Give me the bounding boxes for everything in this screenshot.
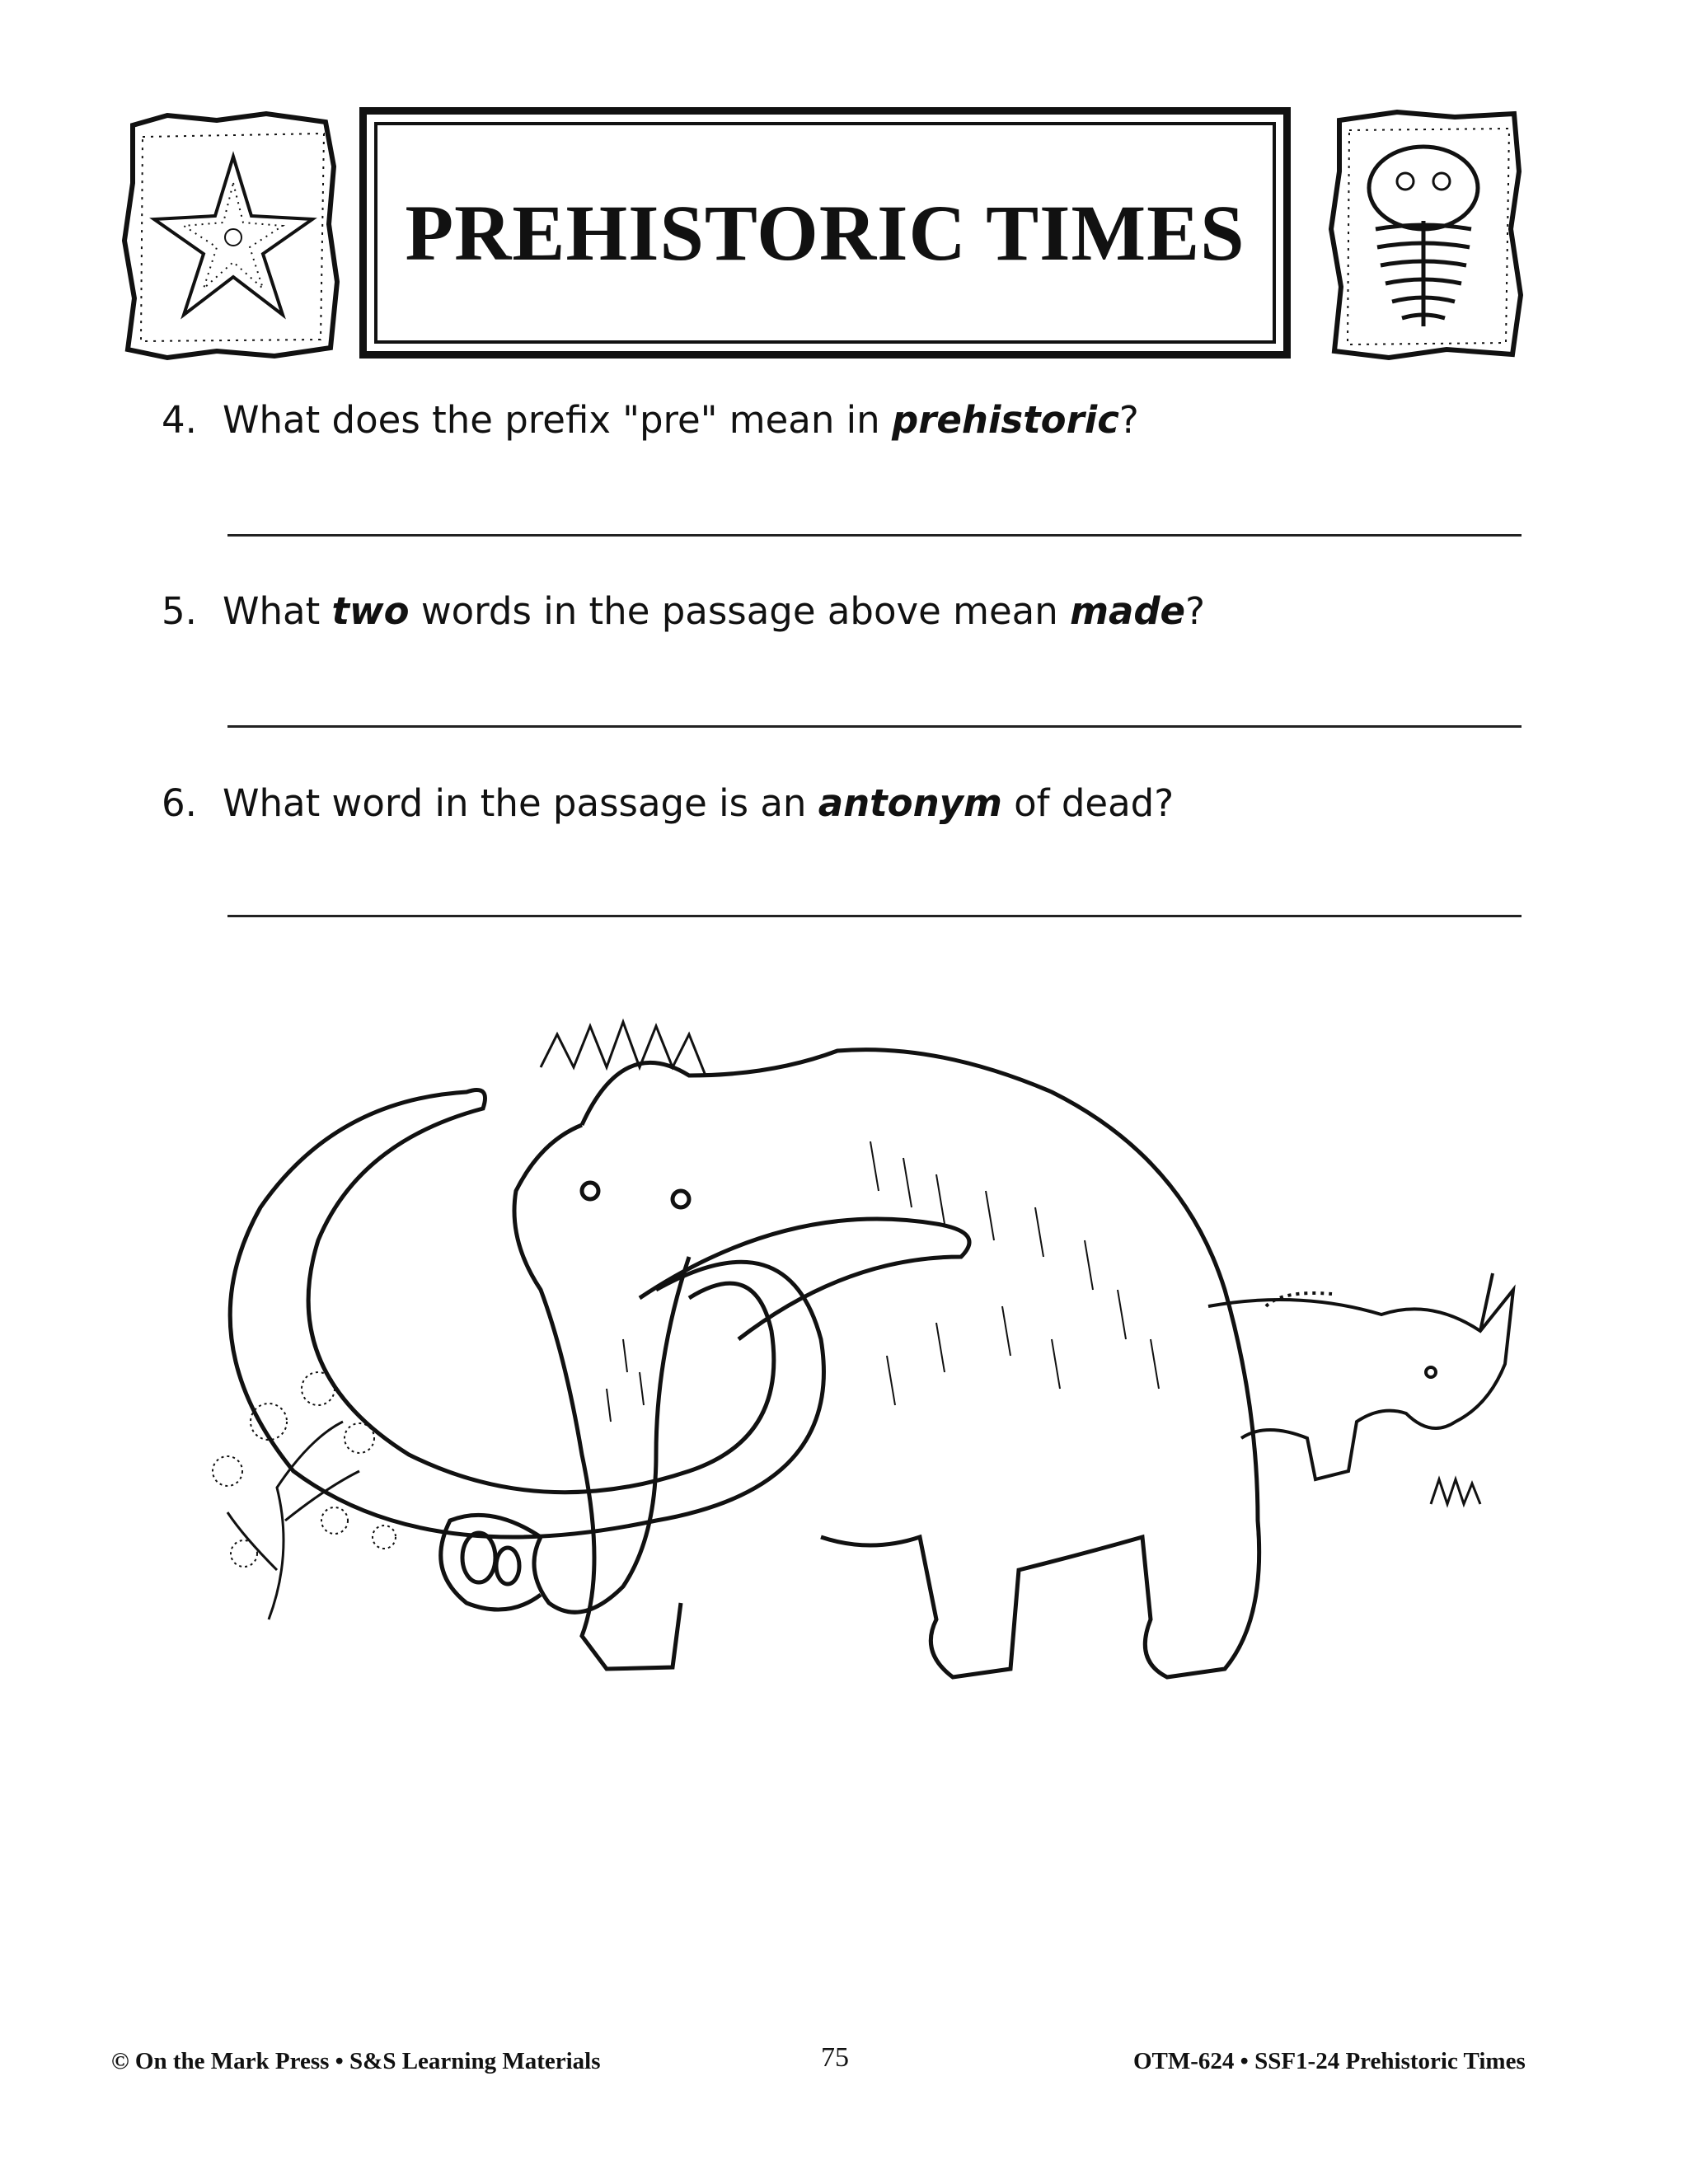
question-text-end: of dead?: [1001, 781, 1175, 825]
question-text: What does the prefix "pre" mean in: [223, 398, 892, 442]
question-6: [162, 781, 1174, 825]
question-text-end: ?: [1118, 398, 1139, 442]
question-4: [162, 398, 1139, 442]
question-text-middle: words in the passage above mean: [409, 589, 1071, 633]
question-number: 6.: [162, 781, 197, 825]
question-emphasis: prehistoric: [891, 398, 1119, 442]
woolly-mammoth-icon: [230, 1022, 1259, 1677]
question-emphasis-2: made: [1070, 589, 1186, 633]
question-text: What: [223, 589, 332, 633]
footer-publisher: © On the Mark Press • S&S Learning Materials: [111, 2048, 601, 2074]
title-box: [359, 107, 1291, 359]
question-number: 4.: [162, 398, 197, 442]
question-text-end: ?: [1185, 589, 1205, 633]
answer-line-4[interactable]: [227, 534, 1522, 537]
starfish-fossil-icon: [118, 109, 340, 364]
page-title: PREHISTORIC TIMES: [405, 189, 1245, 277]
question-5: [162, 589, 1205, 633]
question-emphasis: two: [331, 589, 410, 633]
mammoth-illustration: [195, 944, 1546, 1912]
question-number: 5.: [162, 589, 197, 633]
footer-page-number: 75: [821, 2042, 849, 2073]
question-emphasis: antonym: [818, 781, 1002, 825]
trilobite-fossil-icon: [1323, 105, 1525, 365]
shrub-icon: [213, 1372, 396, 1619]
footer-product: OTM-624 • SSF1-24 Prehistoric Times: [1133, 2048, 1526, 2074]
answer-line-5[interactable]: [227, 725, 1522, 728]
woolly-rhinoceros-icon: [1208, 1273, 1513, 1504]
question-text: What word in the passage is an: [223, 781, 818, 825]
answer-line-6[interactable]: [227, 915, 1522, 917]
